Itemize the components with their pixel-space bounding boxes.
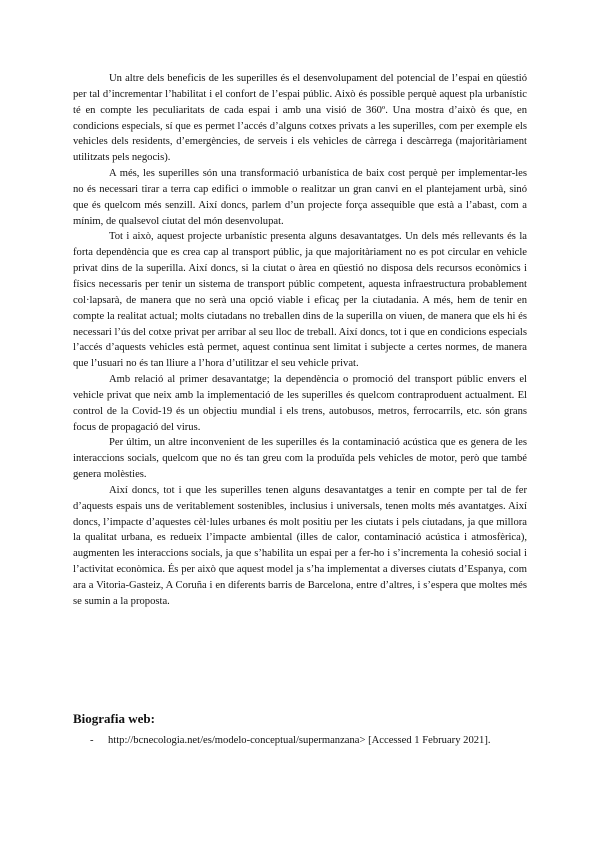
document-body bbox=[73, 71, 527, 610]
bibliography-item bbox=[73, 733, 527, 749]
paragraph-low-cost: A més, les superilles són una transformació urbanística de baix cost perquè per implementar-les no és necessari tirar a terra cap edifici o immoble o realitzar un gran canvi en el plantejament urbà, sinó que és quelcom més senzill. Així doncs, parlem d’un projecte força assequible que està a l’abast, com a mínim, de qualsevol ciutat del món desenvolupat. bbox=[73, 168, 527, 227]
paragraph-conclusion: Així doncs, tot i que les superilles tenen alguns desavantatges a tenir en compte per tal de fer d’aquests espais uns de veritablement sostenibles, inclusius i universals, tenen molts més avantatges. Així doncs, l’impacte d’aquestes cèl·lules urbanes és molt positiu per les ciutats i pels ciutadans, ja que millora la qualitat urbana, es redueix l’impacte ambiental (illes de calor, contaminació acústica i atmosfèrica), augmenten les interaccions socials, ja que s’habilita un espai per a fer-ho i s’incrementa la cohesió social i l’activitat econòmica. És per això que aquest model ja s’ha implementat a diverses ciutats d’Espanya, com ara a Vitoria-Gasteiz, A Coruña i en diferents barris de Barcelona, entre d’altres, i s’espera que moltes més se sumin a la proposta. bbox=[73, 484, 527, 607]
bibliography-list bbox=[73, 733, 527, 749]
paragraph-disadvantages: Tot i això, aquest projecte urbanístic presenta alguns desavantatges. Un dels més rellevants és la forta dependència que es crea cap al transport públic, ja que majoritàriament no es pot circular en vehicle privat dins de la superilla. Així doncs, si la ciutat o àrea en qüestió no disposa dels recursos econòmics i físics necessaris per tenir un sistema de transport públic competent, aquesta infraestructura probablement col·lapsarà, de manera que no serà una opció viable i eficaç per la ciutadania. A més, hem de tenir en compte la realitat actual; molts ciutadans no treballen dins de la superilla on viuen, de manera que els hi és necessari l’ús del cotxe privat per arribar al seu lloc de treball. Així doncs, tot i que en condicions especials l’accés d’aquests vehicles està permet, aquest continua sent limitat i subjecte a certes normes, de manera que l’usuari no és tan lliure a l’hora d’utilitzar el seu vehicle privat. bbox=[73, 231, 527, 370]
bibliography-reference-text: http://bcnecologia.net/es/modelo-conceptual/supermanzana> [Accessed 1 February 2021]. bbox=[108, 735, 491, 746]
paragraph-noise: Per últim, un altre inconvenient de les superilles és la contaminació acústica que es genera de les interaccions socials, quelcom que no és tan greu com la produïda pels vehicles de motor, però que també genera molèsties. bbox=[73, 437, 527, 481]
paragraph-public-transport: Amb relació al primer desavantatge; la dependència o promoció del transport públic envers el vehicle privat que neix amb la implementació de les superilles és quelcom contraproduent actualment. El control de la Covid-19 és un objectiu mundial i els trens, autobusos, metros, ferrocarrils, etc. són grans focus de propagació del virus. bbox=[73, 374, 527, 433]
bibliography-heading: Biografia web: bbox=[73, 711, 155, 726]
bullet-dash: - bbox=[90, 735, 94, 746]
paragraph-benefits: Un altre dels beneficis de les superilles és el desenvolupament del potencial de l’espai en qüestió per tal d’incrementar l’habilitat i el confort de l’espai públic. Això és possible perquè aquest pla urbanístic té en compte les peculiaritats de cada espai i amb una visió de 360º. Una mostra d’això és que, en condicions especials, sí que es permet l’accés d’alguns cotxes privats a les superilles, com per exemple els vehicles dels residents, d’emergències, de serveis i els vehicles de càrrega i descàrrega (majoritàriament utilitzats pels negocis). bbox=[73, 73, 527, 164]
